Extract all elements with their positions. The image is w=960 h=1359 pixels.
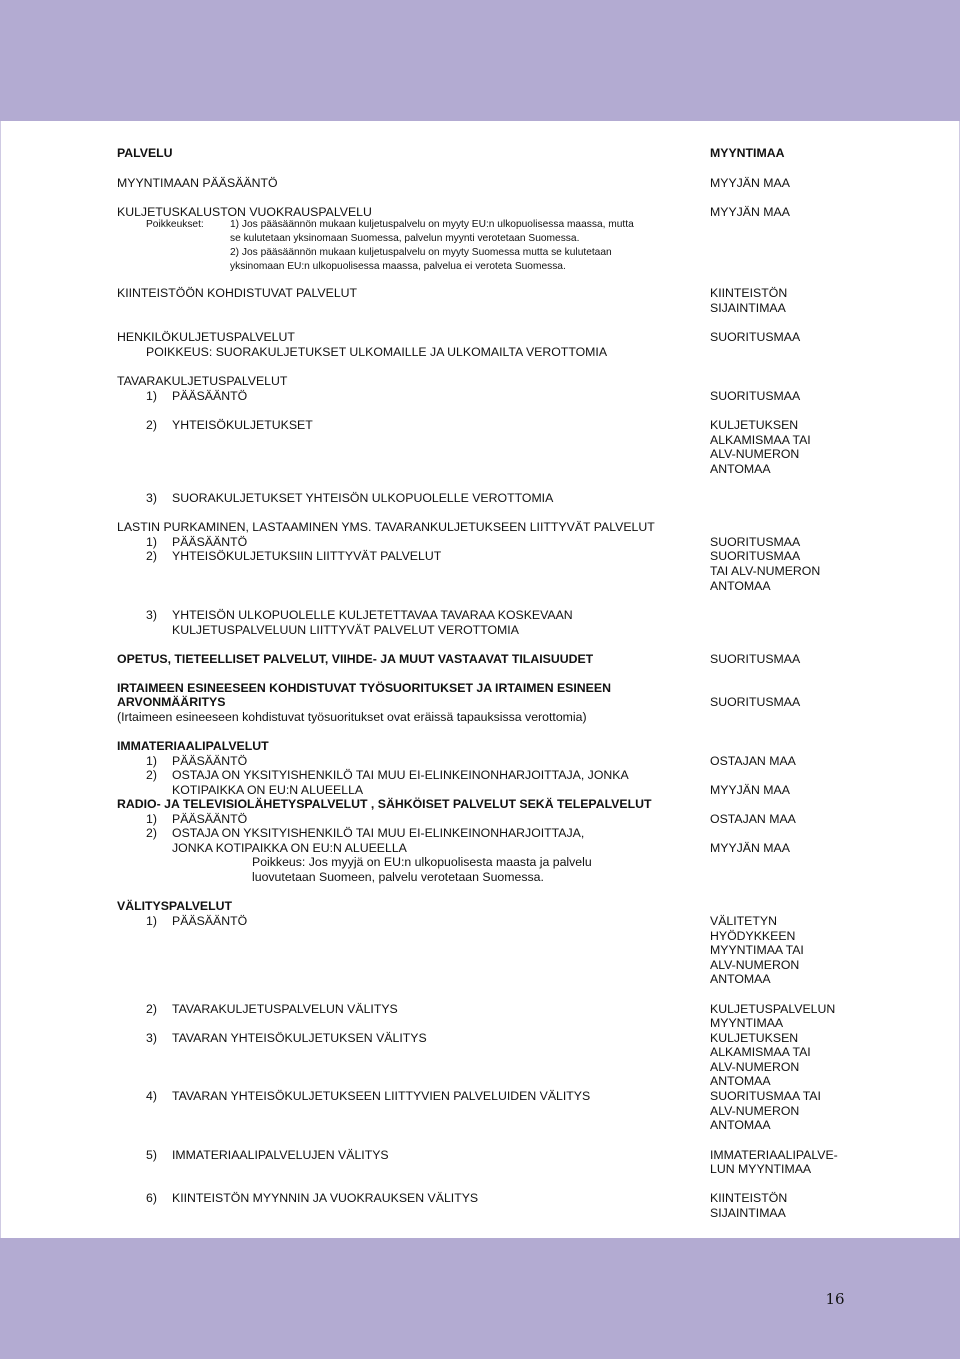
loading-item: PÄÄSÄÄNTÖ [172,535,248,549]
brokerage-place: KIINTEISTÖN [710,1191,788,1205]
brokerage-place: ANTOMAA [710,1074,771,1088]
list-number: 1) [146,812,157,826]
goods-transport-item: YHTEISÖKULJETUKSET [172,418,313,432]
loading-place: SUORITUSMAA [710,535,801,549]
brokerage-place: IMMATERIAALIPALVE- [710,1148,838,1162]
brokerage-item: TAVARAN YHTEISÖKULJETUKSEN VÄLITYS [172,1031,427,1045]
brokerage-place: ALV-NUMERON [710,1104,800,1118]
education-place: SUORITUSMAA [710,652,801,666]
broadcasting-item: JONKA KOTIPAIKKA ON EU:N ALUEELLA [172,841,407,855]
goods-transport-place: SUORITUSMAA [710,389,801,403]
loading-place: SUORITUSMAA [710,549,801,563]
real-estate-place: KIINTEISTÖN [710,286,788,300]
passenger-transport-place: SUORITUSMAA [710,330,801,344]
vehicle-rental-exception-line: 1) Jos pääsäännön mukaan kuljetuspalvelu on myyty EU:n ulkopuolisessa maassa, mutta [230,219,634,230]
loading-item: KULJETUSPALVELUUN LIITTYVÄT PALVELUT VEROTTOMIA [172,623,519,637]
brokerage-place: ALV-NUMERON [710,1060,800,1074]
intangible-label: IMMATERIAALIPALVELUT [117,739,269,753]
bottom-color-band [0,1238,960,1359]
intangible-item: PÄÄSÄÄNTÖ [172,754,248,768]
column-header-service: PALVELU [117,146,173,160]
real-estate-label: KIINTEISTÖÖN KOHDISTUVAT PALVELUT [117,286,358,300]
movable-goods-place: SUORITUSMAA [710,695,801,709]
broadcasting-item: PÄÄSÄÄNTÖ [172,812,248,826]
movable-goods-label: ARVONMÄÄRITYS [117,695,226,709]
list-number: 3) [146,1031,157,1045]
list-number: 6) [146,1191,157,1205]
brokerage-place: ANTOMAA [710,972,771,986]
brokerage-label: VÄLITYSPALVELUT [117,899,233,913]
list-number: 1) [146,389,157,403]
goods-transport-place: ALV-NUMERON [710,447,800,461]
goods-transport-place: KULJETUKSEN [710,418,799,432]
intangible-item: KOTIPAIKKA ON EU:N ALUEELLA [172,783,364,797]
vehicle-rental-exception-line: 2) Jos pääsäännön mukaan kuljetuspalvelu on myyty Suomessa mutta se kulutetaan [230,247,612,258]
list-number: 5) [146,1148,157,1162]
list-number: 2) [146,826,157,840]
list-number: 2) [146,768,157,782]
brokerage-item: TAVARAN YHTEISÖKULJETUKSEEN LIITTYVIEN PALVELUIDEN VÄLITYS [172,1089,591,1103]
vehicle-rental-exception-line: yksinomaan EU:n ulkopuolisessa maassa, palvelua ei veroteta Suomessa. [230,261,566,272]
real-estate-place: SIJAINTIMAA [710,301,786,315]
main-rule-place: MYYJÄN MAA [710,176,790,190]
vehicle-rental-place: MYYJÄN MAA [710,205,790,219]
loading-item: YHTEISÖN ULKOPUOLELLE KULJETETTAVAA TAVARAA KOSKEVAAN [172,608,573,622]
broadcasting-exception: luovutetaan Suomeen, palvelu verotetaan Suomessa. [252,870,544,884]
list-number: 1) [146,754,157,768]
list-number: 2) [146,549,157,563]
intangible-place: OSTAJAN MAA [710,754,796,768]
broadcasting-place: OSTAJAN MAA [710,812,796,826]
goods-transport-place: ALKAMISMAA TAI [710,433,811,447]
brokerage-place: ANTOMAA [710,1118,771,1132]
list-number: 2) [146,1002,157,1016]
vehicle-rental-exception-line: se kulutetaan yksinomaan Suomessa, palvelun myynti verotetaan Suomessa. [230,233,580,244]
brokerage-place: MYYNTIMAA TAI [710,943,804,957]
loading-label: LASTIN PURKAMINEN, LASTAAMINEN YMS. TAVARANKULJETUKSEEN LIITTYVÄT PALVELUT [117,520,655,534]
loading-place: ANTOMAA [710,579,771,593]
brokerage-item: TAVARAKULJETUSPALVELUN VÄLITYS [172,1002,398,1016]
list-number: 3) [146,608,157,622]
list-number: 1) [146,914,157,928]
brokerage-place: LUN MYYNTIMAA [710,1162,812,1176]
brokerage-place: SIJAINTIMAA [710,1206,786,1220]
main-rule-label: MYYNTIMAAN PÄÄSÄÄNTÖ [117,176,278,190]
page-number: 16 [825,1290,845,1308]
brokerage-place: KULJETUSPALVELUN [710,1002,836,1016]
passenger-transport-note: POIKKEUS: SUORAKULJETUKSET ULKOMAILLE JA ULKOMAILTA VEROTTOMIA [146,345,608,359]
loading-item: YHTEISÖKULJETUKSIIN LIITTYVÄT PALVELUT [172,549,442,563]
broadcasting-item: OSTAJA ON YKSITYISHENKILÖ TAI MUU EI-ELINKEINONHARJOITTAJA, [172,826,585,840]
vehicle-rental-exceptions-label: Poikkeukset: [146,219,204,230]
list-number: 1) [146,535,157,549]
goods-transport-place: ANTOMAA [710,462,771,476]
broadcasting-exception: Poikkeus: Jos myyjä on EU:n ulkopuolisesta maasta ja palvelu [252,855,592,869]
broadcasting-label: RADIO- JA TELEVISIOLÄHETYSPALVELUT , SÄHKÖISET PALVELUT SEKÄ TELEPALVELUT [117,797,652,811]
movable-goods-note: (Irtaimeen esineeseen kohdistuvat työsuoritukset ovat eräissä tapauksissa verottomia) [117,710,587,724]
vehicle-rental-label: KULJETUSKALUSTON VUOKRAUSPALVELU [117,205,372,219]
brokerage-item: IMMATERIAALIPALVELUJEN VÄLITYS [172,1148,389,1162]
brokerage-place: KULJETUKSEN [710,1031,799,1045]
movable-goods-label: IRTAIMEEN ESINEESEEN KOHDISTUVAT TYÖSUORITUKSET JA IRTAIMEN ESINEEN [117,681,611,695]
goods-transport-label: TAVARAKULJETUSPALVELUT [117,374,288,388]
list-number: 2) [146,418,157,432]
brokerage-place: HYÖDYKKEEN [710,929,796,943]
brokerage-place: VÄLITETYN [710,914,777,928]
brokerage-place: MYYNTIMAA [710,1016,784,1030]
goods-transport-item: PÄÄSÄÄNTÖ [172,389,248,403]
loading-place: TAI ALV-NUMERON [710,564,821,578]
brokerage-item: PÄÄSÄÄNTÖ [172,914,248,928]
list-number: 4) [146,1089,157,1103]
intangible-place: MYYJÄN MAA [710,783,790,797]
column-header-country: MYYNTIMAA [710,146,785,160]
goods-transport-item: SUORAKULJETUKSET YHTEISÖN ULKOPUOLELLE VEROTTOMIA [172,491,554,505]
education-label: OPETUS, TIETEELLISET PALVELUT, VIIHDE- JA MUUT VASTAAVAT TILAISUUDET [117,652,594,666]
list-number: 3) [146,491,157,505]
broadcasting-place: MYYJÄN MAA [710,841,790,855]
brokerage-place: SUORITUSMAA TAI [710,1089,821,1103]
brokerage-item: KIINTEISTÖN MYYNNIN JA VUOKRAUKSEN VÄLITYS [172,1191,479,1205]
brokerage-place: ALKAMISMAA TAI [710,1045,811,1059]
passenger-transport-label: HENKILÖKULJETUSPALVELUT [117,330,295,344]
brokerage-place: ALV-NUMERON [710,958,800,972]
intangible-item: OSTAJA ON YKSITYISHENKILÖ TAI MUU EI-ELINKEINONHARJOITTAJA, JONKA [172,768,629,782]
